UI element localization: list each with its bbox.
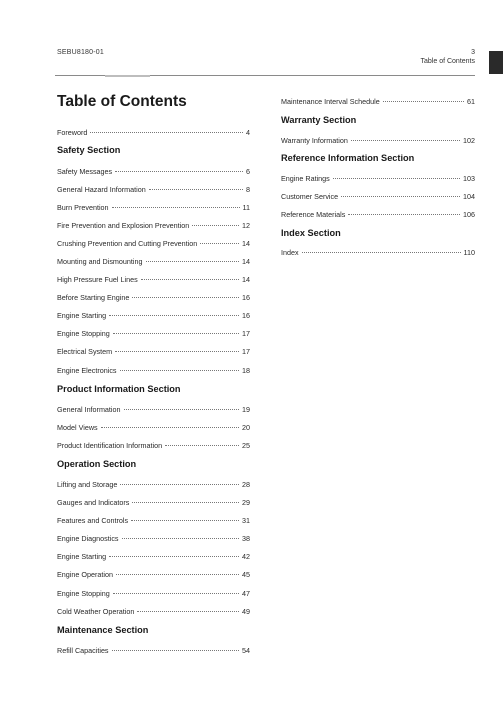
- toc-entry-page: 12: [242, 221, 250, 230]
- toc-entry-label: Gauges and Indicators: [57, 498, 130, 507]
- toc-entry-label: Before Starting Engine: [57, 293, 130, 302]
- toc-entry-page: 42: [242, 552, 250, 561]
- toc-entry-label: Cold Weather Operation: [57, 607, 135, 616]
- toc-entry-page: 18: [242, 366, 250, 375]
- toc-entry[interactable]: [57, 441, 250, 450]
- toc-entry-page: 110: [463, 248, 475, 257]
- toc-entry-label: Engine Starting: [57, 552, 107, 561]
- dot-leader: [115, 171, 243, 172]
- dot-leader: [109, 556, 239, 557]
- toc-entry-label: Crushing Prevention and Cutting Prevention: [57, 239, 198, 248]
- dot-leader: [192, 225, 239, 226]
- dot-leader: [113, 333, 239, 334]
- toc-entry[interactable]: [57, 646, 250, 655]
- dot-leader: [101, 427, 239, 428]
- toc-entry-label: Engine Stopping: [57, 329, 110, 338]
- section-heading-product-information: Product Information Section: [57, 384, 181, 394]
- toc-entry-page: 28: [242, 480, 250, 489]
- dot-leader: [348, 214, 460, 215]
- toc-entry-page: 31: [242, 516, 250, 525]
- toc-entry-label: Mounting and Dismounting: [57, 257, 143, 266]
- toc-entry[interactable]: [57, 552, 250, 561]
- toc-entry[interactable]: [57, 423, 250, 432]
- toc-entry-label: Engine Electronics: [57, 366, 117, 375]
- toc-entry-label: Customer Service: [281, 192, 339, 201]
- toc-entry[interactable]: [57, 293, 250, 302]
- toc-entry[interactable]: [281, 174, 475, 183]
- toc-entry-page: 16: [242, 311, 250, 320]
- toc-entry[interactable]: [57, 329, 250, 338]
- toc-entry-label: Engine Operation: [57, 570, 113, 579]
- page-number: 3: [471, 49, 475, 56]
- dot-leader: [131, 520, 239, 521]
- toc-entry[interactable]: [281, 97, 475, 106]
- toc-entry-label: Fire Prevention and Explosion Prevention: [57, 221, 190, 230]
- toc-entry[interactable]: [57, 128, 250, 137]
- dot-leader: [113, 593, 239, 594]
- dot-leader: [149, 189, 243, 190]
- toc-entry[interactable]: [57, 516, 250, 525]
- dot-leader: [351, 140, 460, 141]
- toc-entry-label: Engine Diagnostics: [57, 534, 119, 543]
- dot-leader: [333, 178, 460, 179]
- toc-entry-page: 4: [246, 128, 250, 137]
- section-heading-maintenance: Maintenance Section: [57, 625, 149, 635]
- toc-entry-page: 8: [246, 185, 250, 194]
- toc-right-column: [281, 0, 475, 710]
- dot-leader: [116, 574, 239, 575]
- toc-entry[interactable]: [57, 221, 250, 230]
- toc-entry[interactable]: [57, 570, 250, 579]
- toc-entry-page: 29: [242, 498, 250, 507]
- toc-entry[interactable]: [57, 498, 250, 507]
- toc-entry-label: Index: [281, 248, 299, 257]
- toc-entry-page: 104: [463, 192, 475, 201]
- dot-leader: [146, 261, 239, 262]
- dot-leader: [90, 132, 243, 133]
- section-heading-safety: Safety Section: [57, 145, 121, 155]
- toc-entry-page: 106: [463, 210, 475, 219]
- toc-entry-label: Lifting and Storage: [57, 480, 118, 489]
- dot-leader: [141, 279, 239, 280]
- toc-entry-page: 17: [242, 329, 250, 338]
- toc-entry-page: 11: [242, 203, 250, 212]
- dot-leader: [122, 538, 239, 539]
- toc-entry-page: 103: [463, 174, 475, 183]
- toc-entry-page: 61: [467, 97, 475, 106]
- toc-entry[interactable]: [57, 405, 250, 414]
- edge-tab: [489, 51, 503, 74]
- dot-leader: [383, 101, 464, 102]
- toc-entry[interactable]: [281, 248, 475, 257]
- toc-entry[interactable]: [57, 167, 250, 176]
- toc-entry-page: 14: [242, 257, 250, 266]
- toc-entry-page: 49: [242, 607, 250, 616]
- toc-entry-label: Maintenance Interval Schedule: [281, 97, 380, 106]
- toc-entry-page: 45: [242, 570, 250, 579]
- running-title: Table of Contents: [420, 58, 475, 65]
- section-heading-warranty: Warranty Section: [281, 115, 357, 125]
- toc-left-column: [57, 0, 250, 710]
- page-title: Table of Contents: [57, 93, 187, 110]
- toc-entry-label: General Information: [57, 405, 121, 414]
- toc-entry[interactable]: [57, 480, 250, 489]
- toc-entry[interactable]: [57, 534, 250, 543]
- toc-entry-page: 19: [242, 405, 250, 414]
- dot-leader: [115, 351, 239, 352]
- toc-entry[interactable]: [57, 366, 250, 375]
- toc-entry-label: Features and Controls: [57, 516, 129, 525]
- toc-entry-label: Refill Capacities: [57, 646, 109, 655]
- section-heading-reference-information: Reference Information Section: [281, 153, 415, 163]
- dot-leader: [165, 445, 239, 446]
- toc-entry-page: 47: [242, 589, 250, 598]
- toc-entry[interactable]: [281, 136, 475, 145]
- toc-entry[interactable]: [57, 185, 250, 194]
- toc-entry[interactable]: [57, 311, 250, 320]
- toc-entry[interactable]: [281, 210, 475, 219]
- toc-entry-page: 20: [242, 423, 250, 432]
- toc-entry-label: Product Identification Information: [57, 441, 163, 450]
- toc-entry-label: Foreword: [57, 128, 88, 137]
- section-heading-index: Index Section: [281, 228, 341, 238]
- toc-entry-label: Engine Starting: [57, 311, 107, 320]
- toc-entry-label: Warranty Information: [281, 136, 348, 145]
- toc-entry-label: Burn Prevention: [57, 203, 109, 212]
- toc-entry[interactable]: [57, 347, 250, 356]
- toc-entry-page: 38: [242, 534, 250, 543]
- toc-entry[interactable]: [57, 589, 250, 598]
- dot-leader: [132, 297, 239, 298]
- toc-entry-label: Model Views: [57, 423, 98, 432]
- toc-entry-label: Engine Stopping: [57, 589, 110, 598]
- dot-leader: [341, 196, 460, 197]
- dot-leader: [200, 243, 239, 244]
- toc-entry-label: High Pressure Fuel Lines: [57, 275, 138, 284]
- dot-leader: [120, 484, 239, 485]
- toc-entry-label: Electrical System: [57, 347, 113, 356]
- toc-entry-label: Engine Ratings: [281, 174, 330, 183]
- dot-leader: [120, 370, 239, 371]
- dot-leader: [302, 252, 461, 253]
- dot-leader: [112, 650, 239, 651]
- section-heading-operation: Operation Section: [57, 459, 137, 469]
- doc-id: SEBU8180-01: [57, 49, 104, 56]
- toc-entry[interactable]: [57, 239, 250, 248]
- dot-leader: [137, 611, 239, 612]
- toc-entry-label: Reference Materials: [281, 210, 346, 219]
- dot-leader: [109, 315, 239, 316]
- toc-entry-page: 25: [242, 441, 250, 450]
- toc-entry-page: 17: [242, 347, 250, 356]
- dot-leader: [132, 502, 239, 503]
- toc-entry[interactable]: [57, 275, 250, 284]
- toc-entry-label: Safety Messages: [57, 167, 113, 176]
- toc-entry-page: 102: [463, 136, 475, 145]
- toc-entry-page: 14: [242, 239, 250, 248]
- toc-entry-page: 6: [246, 167, 250, 176]
- toc-entry[interactable]: [57, 257, 250, 266]
- toc-entry-page: 16: [242, 293, 250, 302]
- toc-entry-label: General Hazard Information: [57, 185, 146, 194]
- toc-entry-page: 54: [242, 646, 250, 655]
- dot-leader: [124, 409, 239, 410]
- toc-entry-page: 14: [242, 275, 250, 284]
- toc-entry[interactable]: [57, 607, 250, 616]
- dot-leader: [112, 207, 240, 208]
- toc-entry[interactable]: [281, 192, 475, 201]
- toc-entry[interactable]: [57, 203, 250, 212]
